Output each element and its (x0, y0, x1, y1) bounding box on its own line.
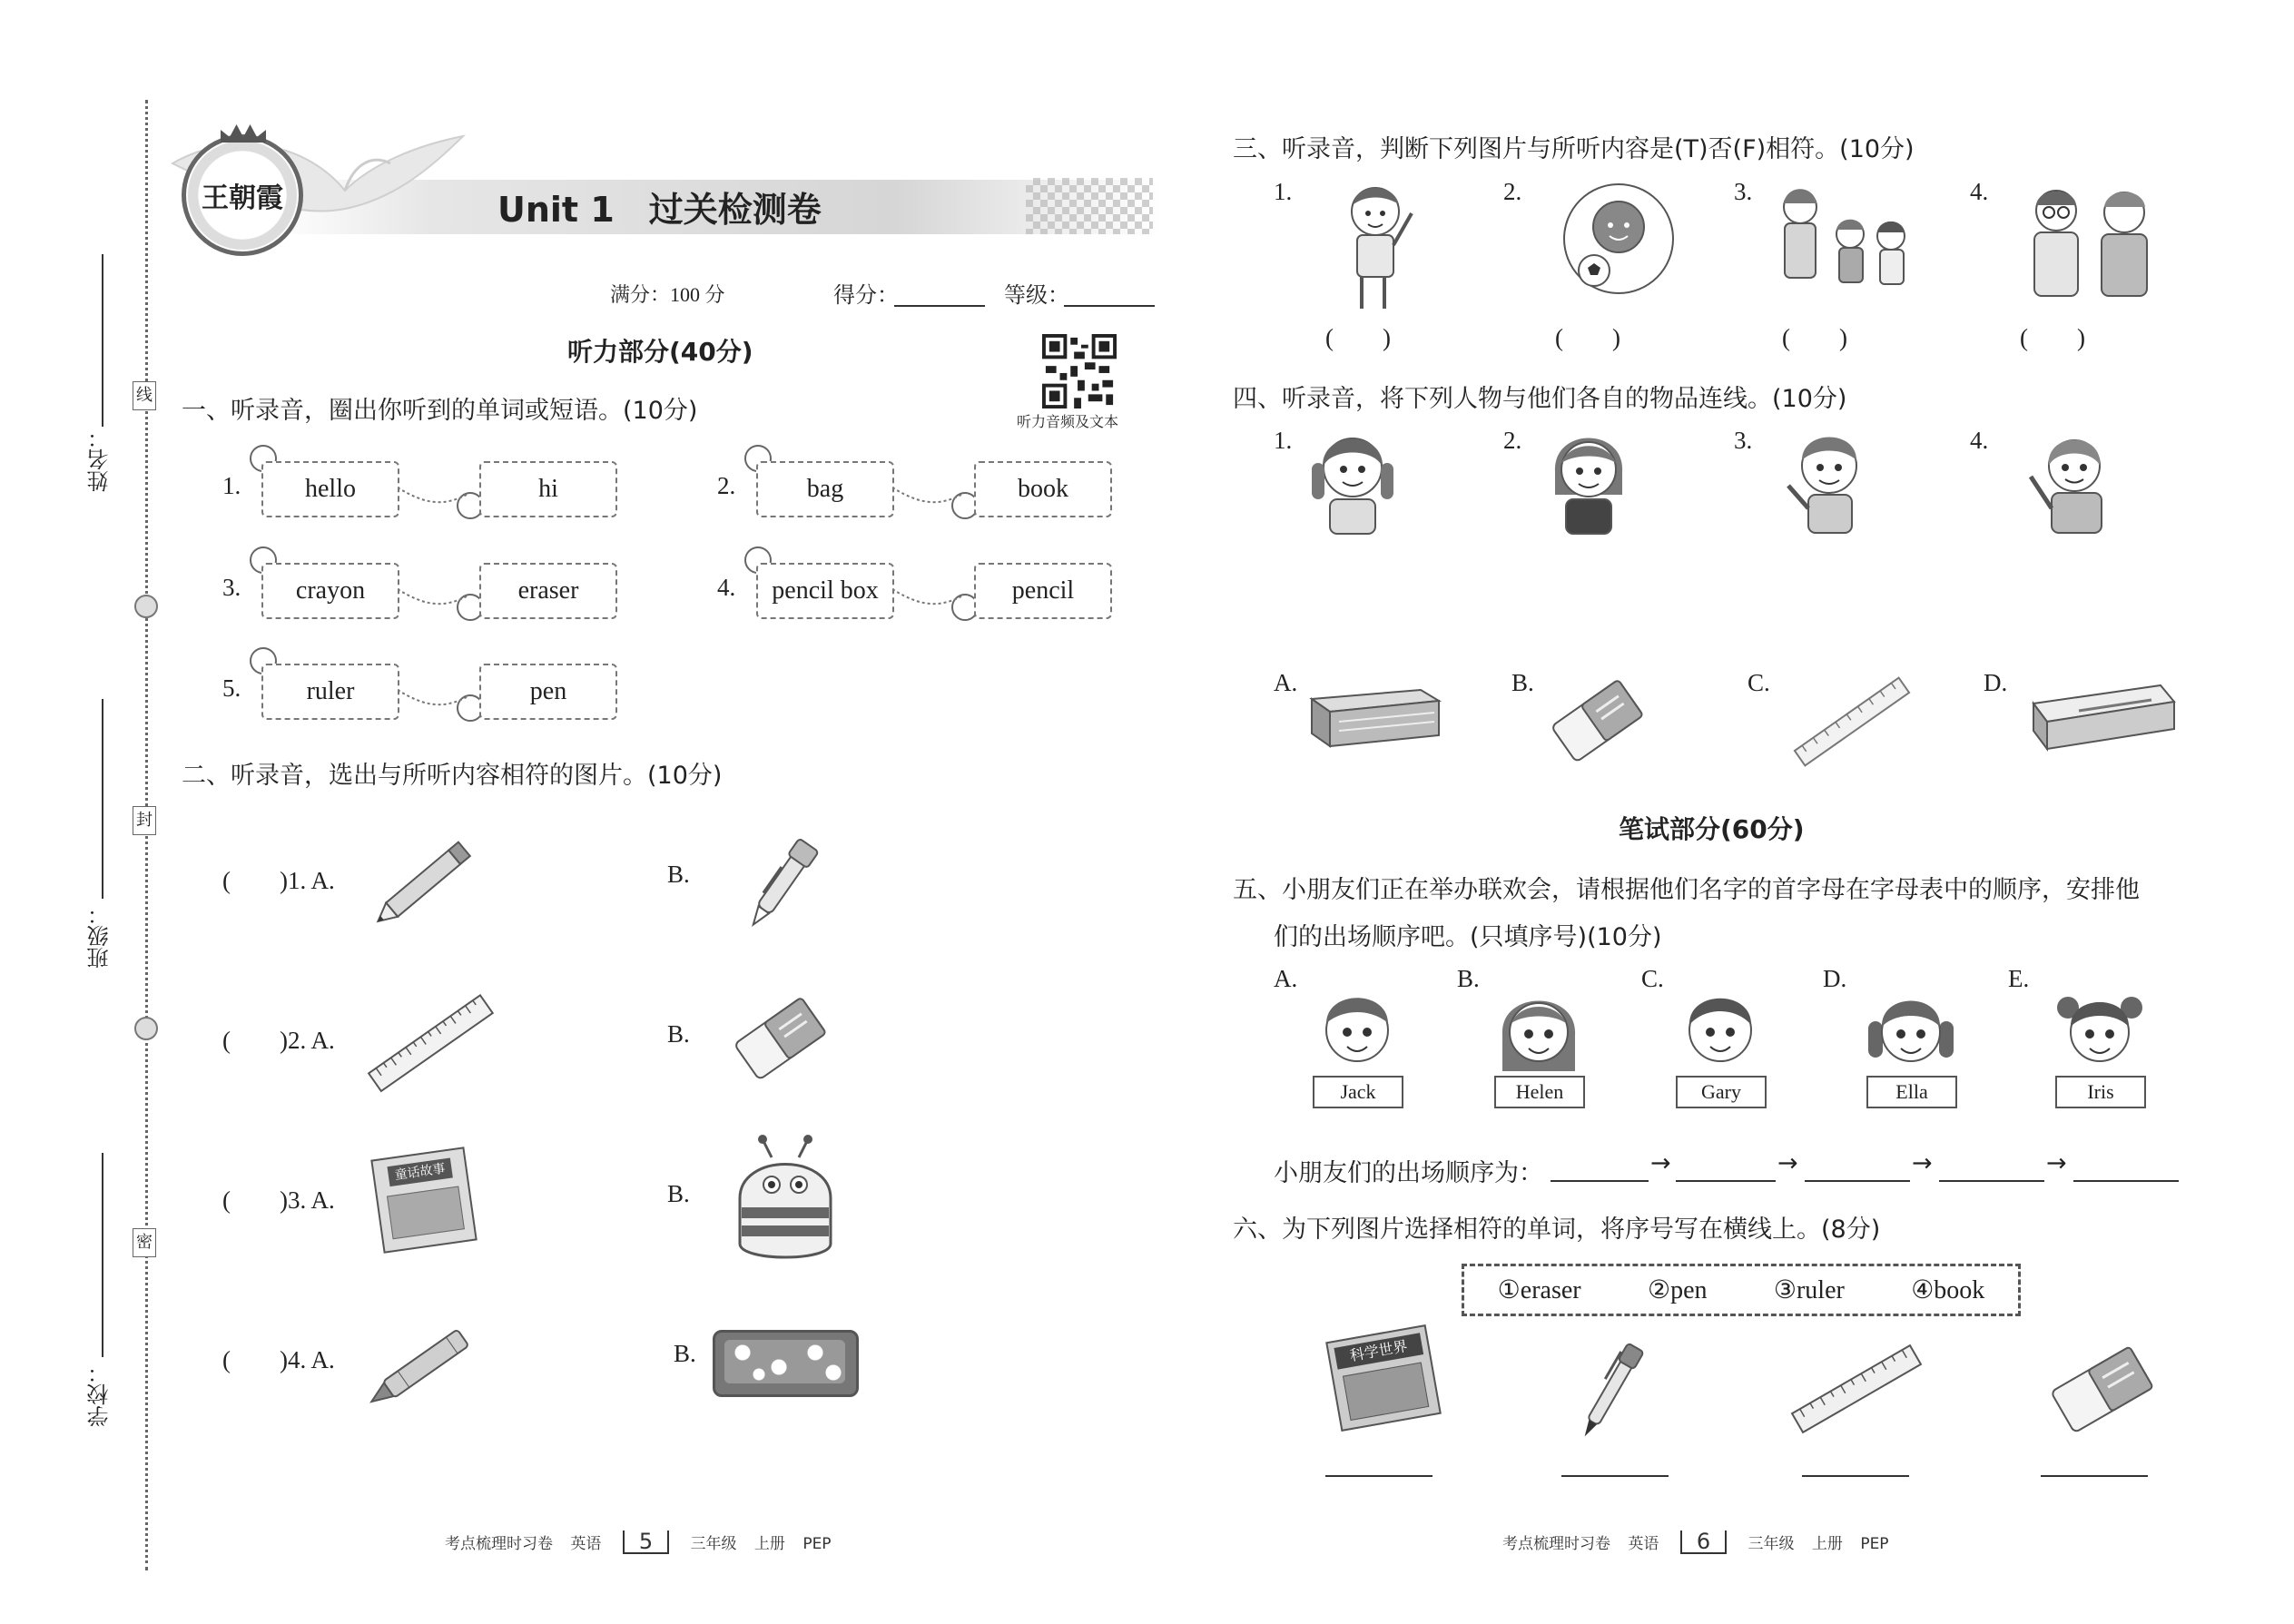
s1-word-b[interactable]: eraser (479, 563, 617, 619)
woman-waving-icon (2020, 422, 2129, 536)
kid-card (1670, 985, 1770, 1112)
footer-left (445, 1530, 832, 1554)
s1-word-a[interactable]: ruler (261, 664, 399, 720)
s4-object-label: B. (1511, 669, 1534, 696)
section5-title-line2: 们的出场顺序吧。(只填序号)(10分) (1274, 923, 1662, 951)
s1-word-b[interactable]: hi (479, 461, 617, 517)
footer-grade: 三年级 (690, 1535, 737, 1553)
order-arrow: → (1650, 1149, 1671, 1177)
section6-title: 六、为下列图片选择相符的单词，将序号写在横线上。(8分) (1233, 1216, 1881, 1244)
boy-face-icon (1307, 985, 1407, 1085)
s2-answer-slot[interactable]: ( )4. A. (222, 1346, 335, 1373)
binding-mark-xian: 线 (133, 381, 156, 410)
word-bank (1462, 1264, 2021, 1316)
footer-series: 考点梳理时习卷 (445, 1535, 553, 1553)
s1-word-a[interactable]: pencil box (756, 563, 894, 619)
order-answer-line[interactable] (1939, 1180, 2044, 1182)
s2-option-b: B. (674, 1340, 696, 1367)
teacher-children-icon (1768, 180, 1914, 302)
binding-mark-feng: 封 (133, 806, 156, 835)
section3-title: 三、听录音，判断下列图片与所听内容是(T)否(F)相符。(10分) (1233, 135, 1915, 163)
s3-item-num: 3. (1734, 178, 1753, 205)
science-book-icon (1325, 1325, 1443, 1430)
girl-face-icon (1489, 985, 1589, 1085)
section1-title: 一、听录音，圈出你听到的单词或短语。(10分) (182, 397, 698, 425)
ruler-icon (359, 985, 504, 1103)
kid-card (2050, 985, 2150, 1112)
s4-person-num: 3. (1734, 427, 1753, 454)
footer-grade: 三年级 (1748, 1535, 1795, 1553)
s5-kid-label: C. (1641, 965, 1664, 992)
s2-answer-slot[interactable]: ( )1. A. (222, 867, 335, 894)
order-answer-line[interactable] (2073, 1180, 2179, 1182)
order-answer-line[interactable] (1805, 1180, 1910, 1182)
listening-heading: 听力部分(40分) (567, 337, 753, 367)
bee-backpack-icon (717, 1135, 853, 1271)
footer-series: 考点梳理时习卷 (1502, 1535, 1610, 1553)
s5-kid-label: A. (1274, 965, 1298, 992)
pencil-case-icon (713, 1330, 859, 1397)
s2-answer-slot[interactable]: ( )3. A. (222, 1186, 335, 1214)
footer-edition: PEP (802, 1535, 832, 1553)
s5-kid-label: E. (2008, 965, 2030, 992)
order-arrow: → (1912, 1149, 1933, 1177)
name-label: 姓名： (87, 427, 113, 492)
kid-card (1307, 985, 1407, 1112)
s4-person-num: 2. (1503, 427, 1522, 454)
s3-answer-slot[interactable]: ( ) (1782, 324, 1847, 351)
eraser-icon (726, 989, 835, 1089)
order-arrow: → (1777, 1149, 1798, 1177)
s1-item-num: 3. (222, 574, 241, 601)
grade-label: 等级： (1004, 282, 1069, 308)
section1-connectors (0, 0, 1162, 744)
eraser-icon (2043, 1334, 2161, 1443)
pen-icon (1554, 1330, 1672, 1448)
pencil-case-icon (2024, 676, 2179, 758)
kid-name-sign: Helen (1494, 1076, 1585, 1108)
class-label: 班级： (87, 903, 113, 969)
page-title: Unit 1 过关检测卷 (497, 190, 822, 230)
science-book-title: 科学世界 (1334, 1333, 1423, 1369)
girl-face-icon (1861, 985, 1961, 1085)
s1-word-a[interactable]: bag (756, 461, 894, 517)
storybook-icon (368, 1144, 477, 1253)
s4-person-num: 1. (1274, 427, 1293, 454)
s5-kid-label: B. (1457, 965, 1480, 992)
brand-logo-text: 王朝霞 (202, 182, 283, 214)
s4-object-label: D. (1984, 669, 2008, 696)
crayon-icon (359, 1316, 486, 1416)
pen-icon (726, 822, 844, 940)
eraser-icon (1543, 672, 1652, 772)
footer-subject: 英语 (570, 1535, 602, 1553)
s1-word-a[interactable]: crayon (261, 563, 399, 619)
s6-answer-line[interactable] (1561, 1475, 1669, 1477)
s4-object-label: C. (1748, 669, 1770, 696)
s6-answer-line[interactable] (1802, 1475, 1909, 1477)
ruler-icon (1784, 672, 1920, 772)
section5-title-line1: 五、小朋友们正在举办联欢会，请根据他们名字的首字母在字母表中的顺序，安排他 (1233, 876, 2140, 904)
storybook-title: 童话故事 (387, 1158, 452, 1187)
written-heading: 笔试部分(60分) (1619, 814, 1805, 844)
s3-answer-slot[interactable]: ( ) (2020, 324, 2085, 351)
score-label: 得分： (833, 282, 899, 308)
book-icon (1303, 681, 1448, 753)
girl-braids-icon (1303, 422, 1403, 536)
kid-name-sign: Jack (1313, 1076, 1403, 1108)
kid-card (1861, 985, 1961, 1112)
s2-option-b: B. (667, 861, 690, 888)
page-number: 6 (1680, 1530, 1727, 1554)
footer-term: 上册 (1811, 1535, 1843, 1553)
footer-right (1502, 1530, 1889, 1554)
s1-word-b[interactable]: book (974, 461, 1112, 517)
footer-subject: 英语 (1628, 1535, 1659, 1553)
s6-answer-line[interactable] (1325, 1475, 1433, 1477)
binding-mark-mi: 密 (133, 1228, 156, 1257)
s4-object-label: A. (1274, 669, 1298, 696)
s1-item-num: 5. (222, 674, 241, 702)
s3-answer-slot[interactable]: ( ) (1325, 324, 1391, 351)
girl-bob-icon (1539, 422, 1639, 536)
boy-pointing-icon (1779, 422, 1879, 536)
s1-word-b[interactable]: pen (479, 664, 617, 720)
s3-item-num: 2. (1503, 178, 1522, 205)
s1-item-num: 1. (222, 472, 241, 499)
kid-name-sign: Gary (1676, 1076, 1767, 1108)
s3-item-num: 4. (1970, 178, 1989, 205)
girl-face-icon (2050, 985, 2150, 1085)
order-answer-line[interactable] (1551, 1180, 1649, 1182)
s1-word-b[interactable]: pencil (974, 563, 1112, 619)
s6-answer-line[interactable] (2041, 1475, 2148, 1477)
word-option: ④book (1911, 1276, 1985, 1304)
kid-name-sign: Iris (2055, 1076, 2146, 1108)
pencil-icon (363, 826, 490, 935)
word-option: ②pen (1647, 1276, 1708, 1304)
footer-term: 上册 (753, 1535, 785, 1553)
binding-hole-2 (134, 1017, 158, 1040)
s2-option-b: B. (667, 1020, 690, 1048)
s3-answer-slot[interactable]: ( ) (1555, 324, 1620, 351)
s3-item-num: 1. (1274, 178, 1293, 205)
ruler-icon (1784, 1334, 1929, 1443)
s5-kid-label: D. (1823, 965, 1847, 992)
s2-option-b: B. (667, 1180, 690, 1207)
qr-caption: 听力音频及文本 (1017, 413, 1119, 430)
order-answer-line[interactable] (1676, 1180, 1776, 1182)
word-option: ①eraser (1497, 1276, 1581, 1304)
s1-item-num: 4. (717, 574, 736, 601)
boy-football-icon (1560, 180, 1678, 298)
s1-item-num: 2. (717, 472, 736, 499)
full-score: 满分：100 分 (610, 283, 725, 306)
kid-card (1489, 985, 1589, 1112)
boy-face-icon (1670, 985, 1770, 1085)
section4-title: 四、听录音，将下列人物与他们各自的物品连线。(10分) (1233, 385, 1847, 413)
section2-title: 二、听录音，选出与所听内容相符的图片。(10分) (182, 762, 723, 790)
two-men-icon (2011, 180, 2174, 302)
page-number: 5 (623, 1530, 669, 1554)
s4-person-num: 4. (1970, 427, 1989, 454)
order-arrow: → (2046, 1149, 2067, 1177)
s1-word-a[interactable]: hello (261, 461, 399, 517)
word-option: ③ruler (1773, 1276, 1845, 1304)
s2-answer-slot[interactable]: ( )2. A. (222, 1027, 335, 1054)
footer-edition: PEP (1860, 1535, 1889, 1553)
school-label: 学校： (87, 1362, 113, 1427)
order-label: 小朋友们的出场顺序为： (1274, 1159, 1543, 1187)
boy-waving-icon (1330, 177, 1430, 313)
school-field[interactable] (102, 1153, 103, 1357)
kid-name-sign: Ella (1866, 1076, 1957, 1108)
